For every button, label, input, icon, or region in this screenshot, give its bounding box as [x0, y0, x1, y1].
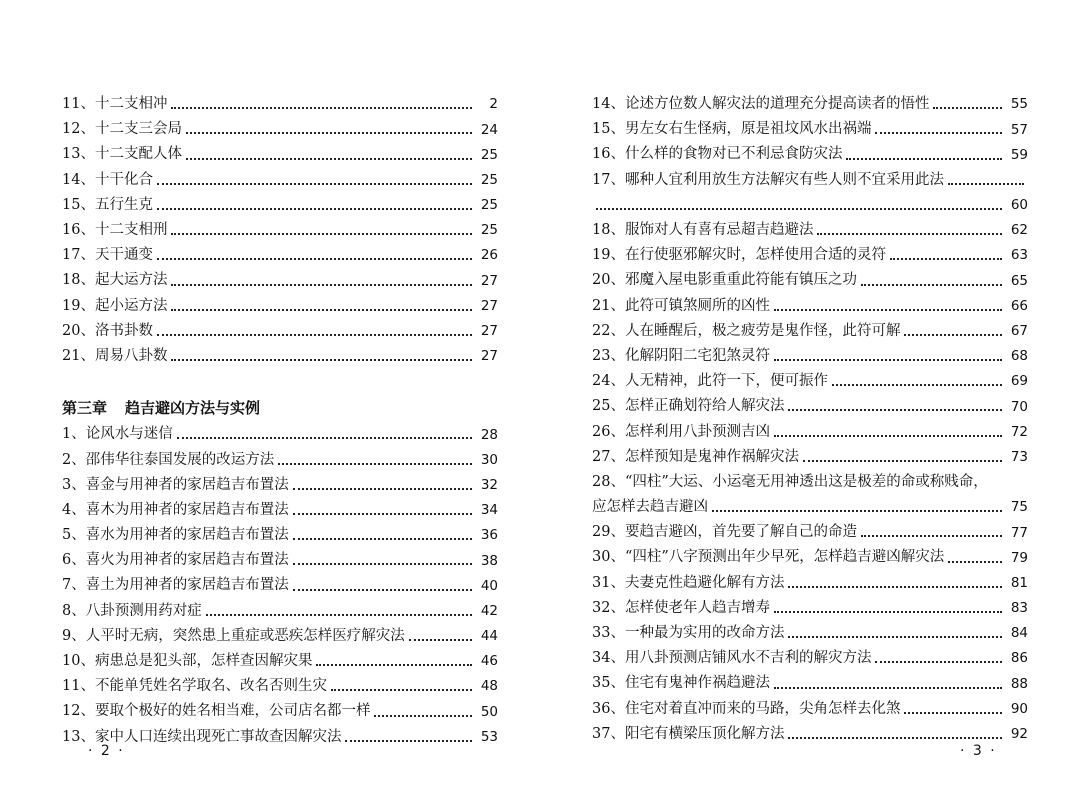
dot-leader — [171, 107, 472, 109]
dot-leader — [596, 208, 1002, 210]
toc-entry — [592, 592, 1028, 617]
dot-leader — [774, 611, 1002, 613]
toc-entry-page: 57 — [1010, 121, 1028, 138]
toc-entry-title: 16、什么样的食物对已不利忌食防灾法 — [592, 146, 843, 163]
dot-leader — [186, 158, 472, 160]
toc-entry-page: 25 — [480, 197, 498, 214]
toc-entry-title: 18、服饰对人有喜有忌超吉趋避法 — [592, 222, 814, 238]
dot-leader — [774, 435, 1002, 437]
toc-entry-title: 32、怎样使老年人趋吉增寿 — [592, 599, 770, 616]
toc-entry-title: 20、邪魔入屋电影重重此符能有镇压之功 — [592, 272, 857, 289]
toc-entry — [62, 645, 498, 670]
dot-leader — [861, 284, 1002, 286]
toc-entry-page: 25 — [480, 171, 498, 188]
dot-leader — [293, 589, 472, 591]
toc-entry — [62, 418, 498, 443]
toc-entry — [592, 441, 1028, 466]
toc-entry — [592, 138, 1028, 163]
dot-leader — [817, 233, 1002, 235]
toc-entry-title: 19、在行使驱邪解灾时，怎样使用合适的灵符 — [592, 247, 886, 264]
toc-entry-page: 46 — [480, 653, 498, 670]
toc-entry-page: 75 — [1010, 499, 1028, 516]
toc-entry-title: 22、人在睡醒后，极之疲劳是鬼作怪，此符可解 — [592, 322, 901, 339]
toc-entry-title: 25、怎样正确划符给人解灾法 — [592, 398, 785, 415]
dot-leader — [832, 384, 1002, 386]
toc-entry-page: 30 — [480, 451, 498, 468]
dot-leader — [788, 409, 1002, 411]
toc-entry-page: 34 — [480, 502, 498, 519]
toc-entry — [592, 642, 1028, 667]
toc-entry-title: 9、人平时无病，突然患上重症或恶疾怎样医疗解灾法 — [62, 627, 405, 644]
toc-entry — [592, 466, 1028, 491]
toc-entry-title: 27、怎样预知是鬼神作祸解灾法 — [592, 448, 799, 465]
toc-entry-title: 33、一种最为实用的改命方法 — [592, 625, 785, 641]
dot-leader — [875, 132, 1002, 134]
toc-entry — [592, 667, 1028, 692]
toc-entry-page: 60 — [1010, 197, 1028, 214]
toc-entry-page: 44 — [480, 628, 498, 645]
toc-entry-title: 12、要取个极好的姓名相当难，公司店名都一样 — [62, 703, 371, 720]
dot-leader — [171, 359, 472, 361]
toc-entry-title: 12、十二支三会局 — [62, 121, 182, 138]
toc-entry-page: 40 — [480, 577, 498, 594]
toc-entry-title: 24、人无精神，此符一下，便可振作 — [592, 373, 828, 390]
toc-entry-page: 59 — [1010, 146, 1028, 163]
toc-entry — [592, 315, 1028, 340]
dot-leader — [278, 463, 472, 465]
dot-leader — [774, 309, 1002, 311]
toc-entry — [62, 620, 498, 645]
toc-entry-title: 3、喜金与用神者的家居趋吉布置法 — [62, 476, 289, 493]
toc-entry-page: 81 — [1010, 574, 1028, 591]
toc-entry-title: 14、十干化合 — [62, 171, 153, 188]
toc-entry-page: 27 — [480, 272, 498, 289]
page-number-left: · 2 · — [88, 743, 125, 759]
dot-leader — [171, 309, 472, 311]
toc-entry — [62, 239, 498, 264]
dot-leader — [774, 359, 1002, 361]
dot-leader — [788, 737, 1002, 739]
toc-entry-page: 72 — [1010, 423, 1028, 440]
toc-entry-title: 17、天干通变 — [62, 247, 153, 264]
dot-leader — [157, 258, 472, 260]
toc-entry-page: 25 — [480, 222, 498, 239]
toc-entry-page: 2 — [489, 96, 498, 113]
toc-entry — [592, 365, 1028, 390]
dot-leader — [293, 538, 472, 540]
toc-entry-page: 92 — [1010, 726, 1028, 742]
chapter-title: 趋吉避凶方法与实例 — [125, 399, 261, 418]
toc-list-right — [592, 88, 1028, 743]
toc-entry-page: 28 — [480, 426, 498, 443]
toc-entry — [62, 670, 498, 695]
dot-leader — [712, 510, 1002, 512]
toc-entry-title: 21、周易八卦数 — [62, 347, 168, 364]
toc-entry-page: 88 — [1010, 675, 1028, 692]
toc-entry-page: 73 — [1010, 448, 1028, 465]
toc-entry — [62, 88, 498, 113]
toc-entry-title: 30、“四柱”八字预测出年少早死，怎样趋吉避凶解灾法 — [592, 549, 945, 566]
toc-entry — [592, 718, 1028, 743]
dot-leader — [331, 689, 472, 691]
toc-entry — [62, 469, 498, 494]
chapter-heading — [62, 393, 498, 418]
dot-leader — [846, 158, 1002, 160]
dot-leader — [316, 664, 472, 666]
toc-entry-page: 48 — [480, 678, 498, 695]
toc-entry-page: 66 — [1010, 297, 1028, 314]
dot-leader — [157, 334, 472, 336]
toc-entry — [62, 214, 498, 239]
toc-entry-title: 23、化解阴阳二宅犯煞灵符 — [592, 347, 770, 364]
toc-left-page — [62, 88, 498, 746]
dot-leader — [803, 460, 1002, 462]
toc-entry — [592, 516, 1028, 541]
toc-entry-title: 21、此符可镇煞厕所的凶性 — [592, 297, 770, 314]
toc-entry — [592, 491, 1028, 516]
toc-entry-title: 7、喜土为用神者的家居趋吉布置法 — [62, 577, 289, 594]
toc-entry — [62, 290, 498, 315]
toc-entry — [62, 164, 498, 189]
toc-entry-page: 84 — [1010, 625, 1028, 642]
toc-entry-page: 50 — [480, 703, 498, 720]
toc-entry — [592, 693, 1028, 718]
toc-entry-title: 16、十二支相刑 — [62, 222, 168, 238]
toc-entry-page: 53 — [480, 728, 498, 745]
toc-entry-page: 68 — [1010, 348, 1028, 365]
toc-entry — [592, 290, 1028, 315]
toc-entry — [62, 113, 498, 138]
toc-entry-page: 32 — [480, 476, 498, 493]
toc-entry-title: 29、要趋吉避凶，首先要了解自己的命造 — [592, 524, 857, 541]
toc-entry-title: 15、五行生克 — [62, 196, 153, 213]
toc-entry-title: 31、夫妻克性趋避化解有方法 — [592, 574, 785, 591]
toc-entry-title: 10、病患总是犯头部，怎样查因解灾果 — [62, 653, 313, 669]
toc-entry-page: 36 — [480, 527, 498, 544]
toc-entry-page: 27 — [480, 323, 498, 339]
toc-entry — [592, 541, 1028, 566]
dot-leader — [293, 513, 472, 515]
toc-entry-page: 86 — [1010, 650, 1028, 667]
dot-leader — [875, 661, 1002, 663]
toc-entry-title: 35、住宅有鬼神作祸趋避法 — [592, 675, 770, 692]
toc-entry — [592, 415, 1028, 440]
toc-entry-page: 38 — [480, 552, 498, 569]
toc-entry — [62, 544, 498, 569]
dot-leader — [293, 488, 472, 490]
toc-entry-title: 13、十二支配人体 — [62, 146, 182, 163]
dot-leader — [774, 687, 1002, 689]
dot-leader — [374, 715, 472, 717]
toc-entry-title: 19、起小运方法 — [62, 297, 168, 314]
toc-entry — [592, 164, 1028, 189]
toc-entry-page: 77 — [1010, 524, 1028, 541]
dot-leader — [904, 712, 1002, 714]
toc-entry-page: 79 — [1010, 549, 1028, 566]
dot-leader — [345, 740, 472, 742]
toc-entry-title: 14、论述方位数人解灾法的道理充分提高读者的悟性 — [592, 96, 930, 113]
toc-entry-page: 27 — [480, 297, 498, 314]
dot-leader — [171, 284, 472, 286]
toc-entry-page: 42 — [480, 602, 498, 619]
toc-entry — [62, 695, 498, 720]
dot-leader — [904, 334, 1002, 336]
toc-entry-page: 69 — [1010, 373, 1028, 390]
toc-entry-page: 62 — [1010, 222, 1028, 239]
dot-leader — [157, 183, 472, 185]
dot-leader — [186, 132, 472, 134]
toc-entry — [592, 567, 1028, 592]
toc-entry-title: 2、邵伟华往泰国发展的改运方法 — [62, 451, 275, 468]
toc-entry-title: 36、住宅对着直冲而来的马路，尖角怎样去化煞 — [592, 700, 901, 717]
toc-entry-title: 37、阳宅有横梁压顶化解方法 — [592, 725, 785, 742]
toc-entry-title: 11、不能单凭姓名学取名、改名否则生灾 — [62, 678, 327, 695]
toc-entry — [592, 214, 1028, 239]
toc-entry — [62, 315, 498, 340]
toc-entry — [62, 138, 498, 163]
dot-leader — [788, 636, 1002, 638]
toc-entry-page: 27 — [480, 348, 498, 365]
page-number-right: · 3 · — [960, 743, 997, 759]
toc-entry-title: 4、喜木为用神者的家居趋吉布置法 — [62, 501, 289, 518]
toc-entry-title: 应怎样去趋吉避凶 — [592, 499, 708, 516]
dot-leader — [409, 639, 472, 641]
dot-leader — [157, 208, 472, 210]
toc-entry-title: 5、喜水为用神者的家居趋吉布置法 — [62, 527, 289, 544]
toc-entry — [62, 340, 498, 365]
toc-entry — [592, 264, 1028, 289]
dot-leader — [177, 437, 472, 439]
toc-entry — [62, 721, 498, 746]
toc-entry — [62, 494, 498, 519]
toc-entry — [592, 239, 1028, 264]
toc-entry-title: 26、怎样利用八卦预测吉凶 — [592, 423, 770, 440]
toc-entry-title: 28、“四柱”大运、小运毫无用神透出这是极差的命或称贱命， — [592, 473, 988, 490]
toc-entry — [62, 443, 498, 468]
toc-entry-page: 26 — [480, 247, 498, 264]
dot-leader — [206, 614, 472, 616]
toc-entry-page: 83 — [1010, 600, 1028, 617]
toc-entry — [62, 595, 498, 620]
toc-entry-title: 20、洛书卦数 — [62, 322, 153, 339]
toc-entry-page: 90 — [1010, 700, 1028, 717]
toc-entry-title: 13、家中人口连续出现死亡事故查因解灾法 — [62, 728, 342, 745]
toc-entry-page: 24 — [480, 121, 498, 138]
toc-entry — [592, 340, 1028, 365]
toc-entry — [62, 189, 498, 214]
toc-list-bottom — [62, 418, 498, 745]
toc-list-top — [62, 88, 498, 365]
dot-leader — [171, 233, 472, 235]
toc-right-page — [592, 88, 1028, 743]
toc-entry-title: 1、论风水与迷信 — [62, 426, 173, 443]
dot-leader — [890, 258, 1002, 260]
chapter-number: 第三章 — [62, 399, 108, 418]
toc-entry-title: 6、喜火为用神者的家居趋吉布置法 — [62, 552, 289, 569]
toc-entry-page: 67 — [1010, 323, 1028, 339]
dot-leader — [788, 586, 1002, 588]
toc-entry-page: 63 — [1010, 247, 1028, 264]
toc-entry-page: 25 — [480, 146, 498, 163]
toc-entry — [592, 390, 1028, 415]
toc-entry-page: 70 — [1010, 398, 1028, 415]
toc-entry-page: 55 — [1010, 96, 1028, 113]
toc-entry — [592, 113, 1028, 138]
toc-entry-page: 65 — [1010, 272, 1028, 289]
toc-entry — [62, 264, 498, 289]
toc-entry-title: 17、哪种人宜利用放生方法解灾有些人则不宜采用此法 — [592, 171, 944, 188]
toc-entry-title: 15、男左女右生怪病，原是祖坟风水出祸端 — [592, 121, 872, 138]
toc-entry-title: 8、八卦预测用药对症 — [62, 602, 202, 619]
toc-entry — [62, 519, 498, 544]
toc-entry — [592, 189, 1028, 214]
toc-entry-title: 34、用八卦预测店铺风水不吉利的解灾方法 — [592, 650, 872, 667]
toc-entry-title: 11、十二支相冲 — [62, 96, 168, 113]
toc-entry — [592, 617, 1028, 642]
dot-leader — [861, 535, 1002, 537]
toc-entry — [62, 569, 498, 594]
dot-leader — [933, 107, 1002, 109]
dot-leader — [293, 563, 472, 565]
dot-leader — [948, 561, 1002, 563]
dot-leader — [948, 183, 1024, 185]
toc-entry-title: 18、起大运方法 — [62, 272, 168, 289]
toc-entry — [592, 88, 1028, 113]
